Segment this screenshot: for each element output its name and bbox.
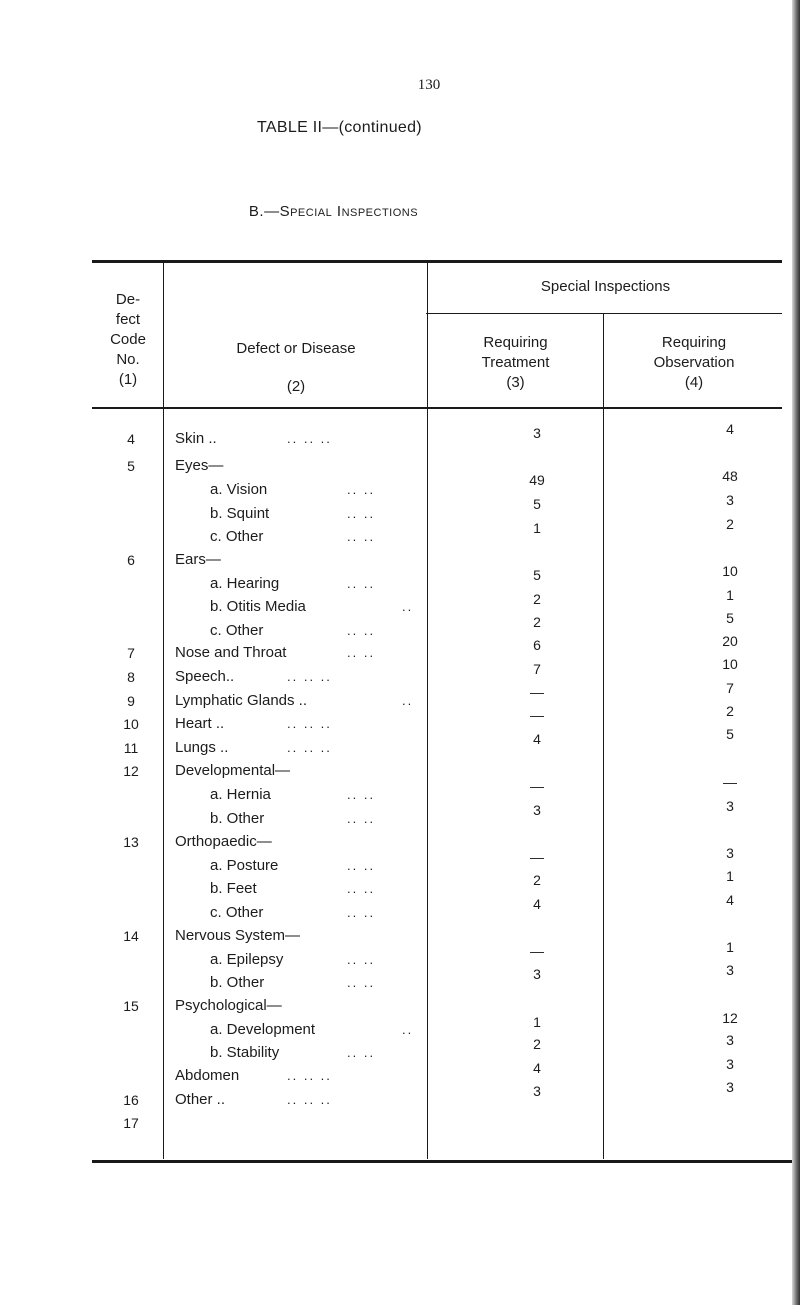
defect-label: Nervous System—	[175, 927, 301, 944]
leader-dots: .. .. ..	[287, 1068, 332, 1083]
defect-code: 13	[123, 834, 139, 850]
leader-dots: ..	[402, 1022, 414, 1037]
defect-label: c. Other	[210, 622, 264, 639]
observation-value: 3	[726, 492, 734, 508]
defect-code: 14	[123, 928, 139, 944]
defect-code: 16	[123, 1092, 139, 1108]
defect-code: 9	[127, 693, 135, 709]
header-defect: Defect or Disease (2)	[236, 340, 356, 395]
leader-dots: .. ..	[347, 905, 376, 920]
treatment-value: 5	[533, 496, 541, 512]
leader-dots: .. ..	[347, 576, 376, 591]
observation-value: 4	[726, 421, 734, 437]
leader-dots: .. ..	[347, 975, 376, 990]
defect-label: Heart ..	[175, 715, 225, 732]
defect-label: a. Epilepsy	[210, 951, 284, 968]
defect-label: b. Otitis Media	[210, 598, 306, 615]
table-bottom-rule	[92, 1160, 792, 1163]
treatment-value: 3	[533, 425, 541, 441]
observation-value: 10	[722, 656, 738, 672]
treatment-value: 3	[533, 966, 541, 982]
leader-dots: .. .. ..	[287, 740, 332, 755]
defect-label: Nose and Throat	[175, 644, 287, 661]
defect-label: Orthopaedic—	[175, 833, 272, 850]
leader-dots: .. .. ..	[287, 669, 332, 684]
defect-label: Other ..	[175, 1091, 226, 1108]
defect-code: 10	[123, 716, 139, 732]
treatment-value: 2	[533, 1036, 541, 1052]
observation-value: 3	[726, 798, 734, 814]
observation-value: 5	[726, 610, 734, 626]
leader-dots: .. .. ..	[287, 1092, 332, 1107]
column-divider-3	[603, 314, 604, 1159]
treatment-value: 5	[533, 567, 541, 583]
treatment-value: 2	[533, 614, 541, 630]
leader-dots: .. ..	[347, 811, 376, 826]
leader-dots: .. ..	[347, 881, 376, 896]
defect-label: Eyes—	[175, 457, 224, 474]
observation-value: 48	[722, 468, 738, 484]
column-divider-2	[427, 263, 428, 1159]
leader-dots: .. ..	[347, 787, 376, 802]
leader-dots: .. ..	[347, 623, 376, 638]
observation-value: 2	[726, 516, 734, 532]
header-treatment: Requiring Treatment (3)	[481, 334, 550, 391]
observation-value: 2	[726, 703, 734, 719]
defect-label: Skin ..	[175, 430, 217, 447]
defect-label: Speech..	[175, 668, 235, 685]
leader-dots: .. ..	[347, 506, 376, 521]
observation-value: 5	[726, 726, 734, 742]
defect-label: a. Posture	[210, 857, 279, 874]
defect-label: a. Hearing	[210, 575, 280, 592]
defect-code: 8	[127, 669, 135, 685]
observation-value: 4	[726, 892, 734, 908]
defect-label: a. Development	[210, 1021, 316, 1038]
defect-label: Lymphatic Glands ..	[175, 692, 308, 709]
leader-dots: .. ..	[347, 952, 376, 967]
page-edge-shadow	[792, 0, 800, 1305]
defect-label: a. Vision	[210, 481, 268, 498]
leader-dots: .. ..	[347, 1045, 376, 1060]
observation-value: 3	[726, 1056, 734, 1072]
page-number: 130	[417, 77, 441, 93]
section-title: B.—Special Inspections	[248, 203, 419, 220]
defect-code: 15	[123, 998, 139, 1014]
defect-code: 5	[127, 458, 135, 474]
header-observation: Requiring Observation (4)	[653, 334, 735, 391]
defect-code: 11	[123, 740, 139, 756]
defect-label: c. Other	[210, 528, 264, 545]
defect-label: b. Other	[210, 974, 265, 991]
observation-value: —	[723, 774, 737, 790]
leader-dots: ..	[402, 599, 414, 614]
treatment-value: 49	[529, 472, 545, 488]
table-top-rule	[92, 260, 782, 263]
column-divider-1	[163, 263, 164, 1159]
leader-dots: ..	[402, 693, 414, 708]
defect-code: 4	[127, 431, 135, 447]
leader-dots: .. ..	[347, 858, 376, 873]
treatment-value: —	[530, 943, 544, 959]
treatment-value: —	[530, 849, 544, 865]
treatment-value: 4	[533, 1060, 541, 1076]
observation-value: 1	[726, 939, 734, 955]
treatment-value: 2	[533, 591, 541, 607]
leader-dots: .. .. ..	[287, 431, 332, 446]
treatment-value: 3	[533, 802, 541, 818]
header-code: De- fect Code No. (1)	[110, 291, 146, 388]
observation-value: 10	[722, 563, 738, 579]
leader-dots: .. .. ..	[287, 716, 332, 731]
defect-label: Ears—	[175, 551, 221, 568]
defect-label: b. Squint	[210, 505, 270, 522]
leader-dots: .. ..	[347, 482, 376, 497]
leader-dots: .. ..	[347, 645, 376, 660]
header-bottom-rule	[92, 407, 782, 409]
defect-code: 17	[123, 1115, 139, 1131]
observation-value: 20	[722, 633, 738, 649]
treatment-value: —	[530, 684, 544, 700]
treatment-value: 3	[533, 1083, 541, 1099]
treatment-value: —	[530, 707, 544, 723]
leader-dots: .. ..	[347, 529, 376, 544]
observation-value: 1	[726, 587, 734, 603]
observation-value: 3	[726, 1032, 734, 1048]
defect-label: b. Stability	[210, 1044, 280, 1061]
defect-code: 6	[127, 552, 135, 568]
treatment-value: 7	[533, 661, 541, 677]
defect-code: 7	[127, 645, 135, 661]
treatment-value: 6	[533, 637, 541, 653]
header-special-inspections: Special Inspections	[540, 278, 671, 295]
defect-label: b. Feet	[210, 880, 257, 897]
defect-label: Abdomen	[175, 1067, 240, 1084]
defect-code: 12	[123, 763, 139, 779]
observation-value: 3	[726, 962, 734, 978]
defect-label: b. Other	[210, 810, 265, 827]
defect-label: Psychological—	[175, 997, 282, 1014]
observation-value: 3	[726, 845, 734, 861]
observation-value: 3	[726, 1079, 734, 1095]
defect-label: c. Other	[210, 904, 264, 921]
header-group-rule	[426, 313, 782, 314]
treatment-value: 2	[533, 872, 541, 888]
treatment-value: 1	[533, 520, 541, 536]
treatment-value: 1	[533, 1014, 541, 1030]
defect-label: Developmental—	[175, 762, 291, 779]
observation-value: 7	[726, 680, 734, 696]
treatment-value: 4	[533, 731, 541, 747]
defect-label: a. Hernia	[210, 786, 271, 803]
treatment-value: —	[530, 778, 544, 794]
treatment-value: 4	[533, 896, 541, 912]
observation-value: 12	[722, 1010, 738, 1026]
observation-value: 1	[726, 868, 734, 884]
defect-label: Lungs ..	[175, 739, 229, 756]
table-title: TABLE II—(continued)	[257, 119, 422, 136]
